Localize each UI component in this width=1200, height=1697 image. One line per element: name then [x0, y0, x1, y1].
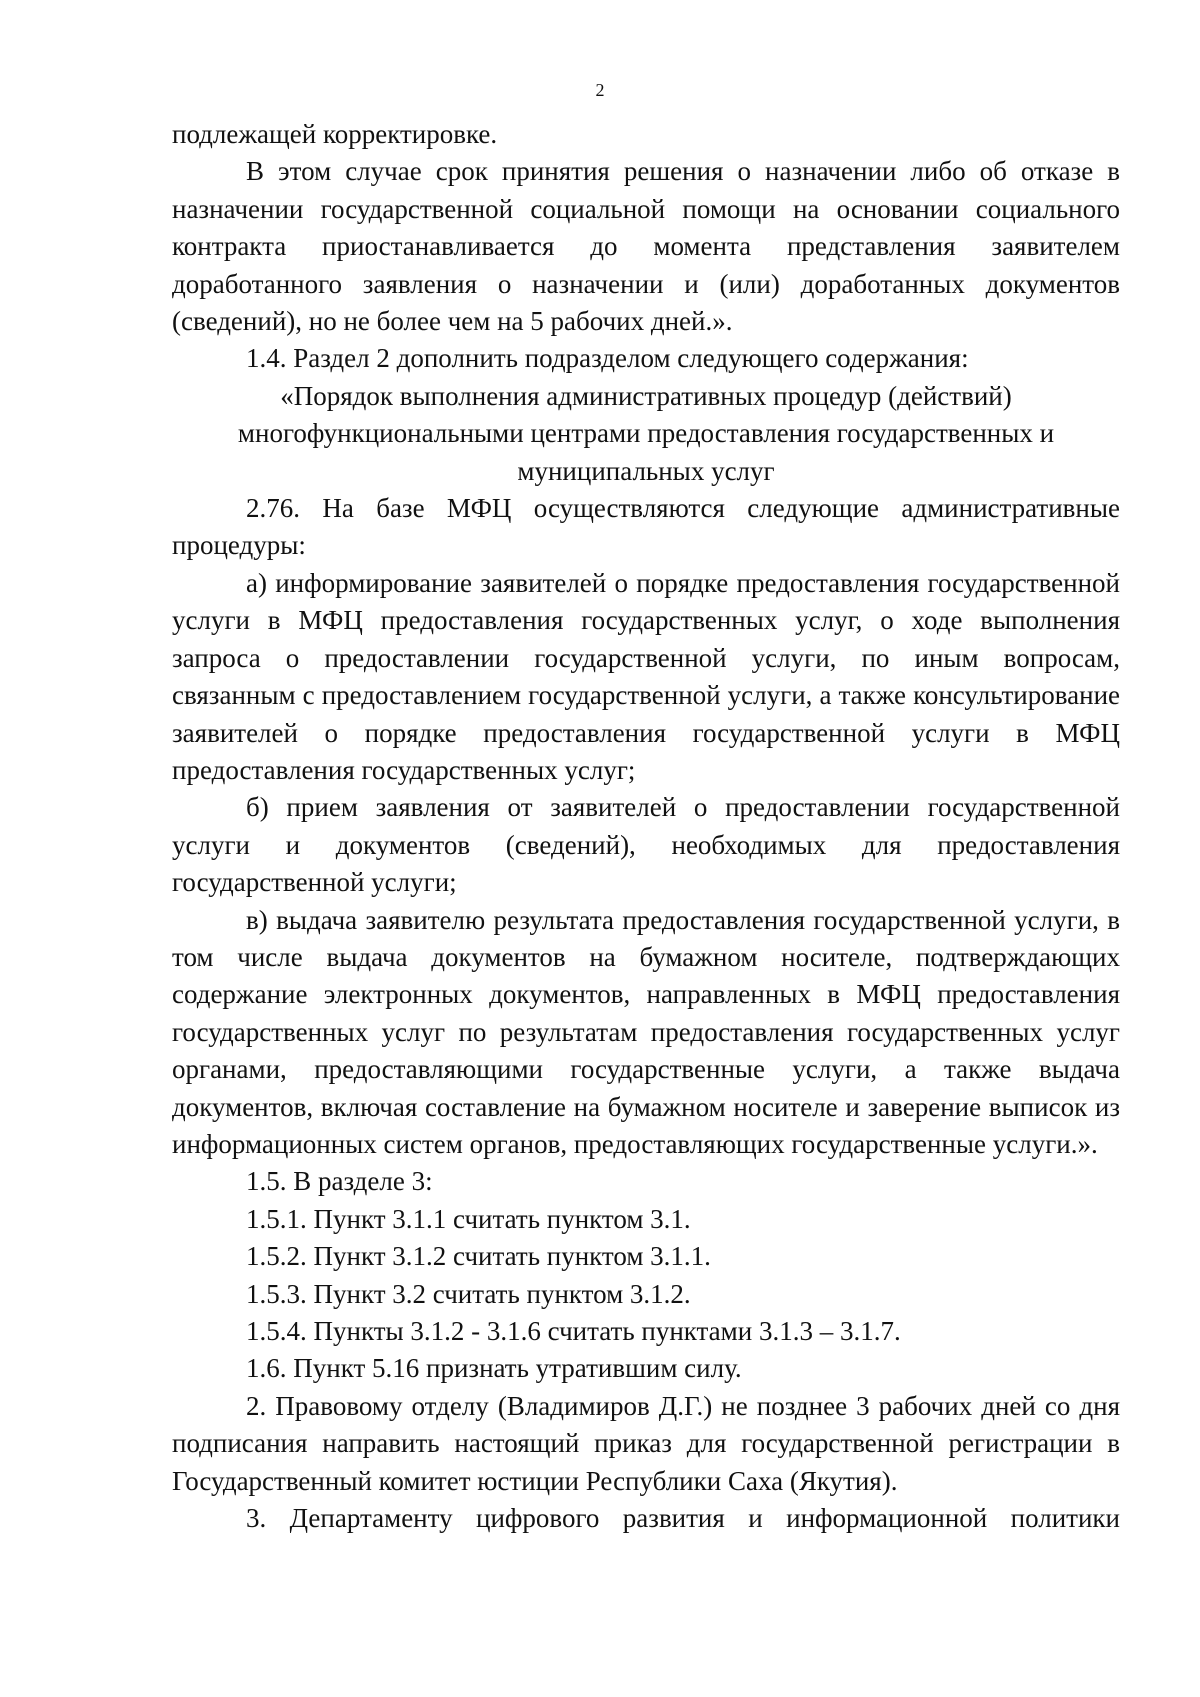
paragraph-suspension-term: В этом случае срок принятия решения о назначении либо об отказе в назначении государственной социальной помощи на основании социального контракта приостанавливается до момента представления заявителем доработанного заявления о назначении и (или) доработанных документов (сведений), но не более чем на 5 рабочих дней.».: [172, 156, 1120, 337]
paragraph-item-a: а) информирование заявителей о порядке предоставления государственной услуги в МФЦ предоставления государственных услуг, о ходе выполнения запроса о предоставлении государственной услуги, по иным вопросам, связанным с предоставлением государственной услуги, а также консультирование заявителей о порядке предоставления государственной услуги в МФЦ предоставления государственных услуг;: [172, 567, 1120, 785]
paragraph-2-76: 2.76. На базе МФЦ осуществляются следующие административные процедуры:: [172, 493, 1120, 561]
document-body: [172, 116, 1120, 1537]
subsection-heading: «Порядок выполнения административных процедур (действий) многофункциональными центрами предоставления государственных и муниципальных услуг: [237, 380, 1055, 486]
paragraph-1-5-3: 1.5.3. Пункт 3.2 считать пунктом 3.1.2.: [246, 1278, 691, 1309]
page-number: 2: [595, 80, 605, 100]
paragraph-3: 3. Департаменту цифрового развития и информационной политики: [246, 1503, 1120, 1534]
paragraph-1-5-1: 1.5.1. Пункт 3.1.1 считать пунктом 3.1.: [246, 1203, 691, 1234]
paragraph-2: 2. Правовому отделу (Владимиров Д.Г.) не позднее 3 рабочих дней со дня подписания направить настоящий приказ для государственной регистрации в Государственный комитет юстиции Республики Саха (Якутия).: [172, 1390, 1120, 1496]
paragraph-continuation: подлежащей корректировке.: [172, 119, 498, 149]
paragraph-1-6: 1.6. Пункт 5.16 признать утратившим силу.: [246, 1353, 742, 1384]
paragraph-1-4: 1.4. Раздел 2 дополнить подразделом следующего содержания:: [246, 343, 969, 374]
paragraph-item-b: б) прием заявления от заявителей о предоставлении государственной услуги и документов (сведений), необходимых для предоставления государственной услуги;: [172, 792, 1120, 898]
paragraph-1-5-4: 1.5.4. Пункты 3.1.2 - 3.1.6 считать пунктами 3.1.3 – 3.1.7.: [246, 1316, 901, 1346]
paragraph-1-5: 1.5. В разделе 3:: [246, 1166, 433, 1197]
paragraph-1-5-2: 1.5.2. Пункт 3.1.2 считать пунктом 3.1.1.: [246, 1241, 711, 1272]
paragraph-item-v: в) выдача заявителю результата предоставления государственной услуги, в том числе выдача документов на бумажном носителе, подтверждающих содержание электронных документов, направленных в МФЦ предоставления государственных услуг по результатам предоставления государственных услуг органами, предоставляющими государственные услуги, а также выдача документов, включая составление на бумажном носителе и заверение выписок из информационных систем органов, предоставляющих государственные услуги.».: [172, 904, 1120, 1159]
